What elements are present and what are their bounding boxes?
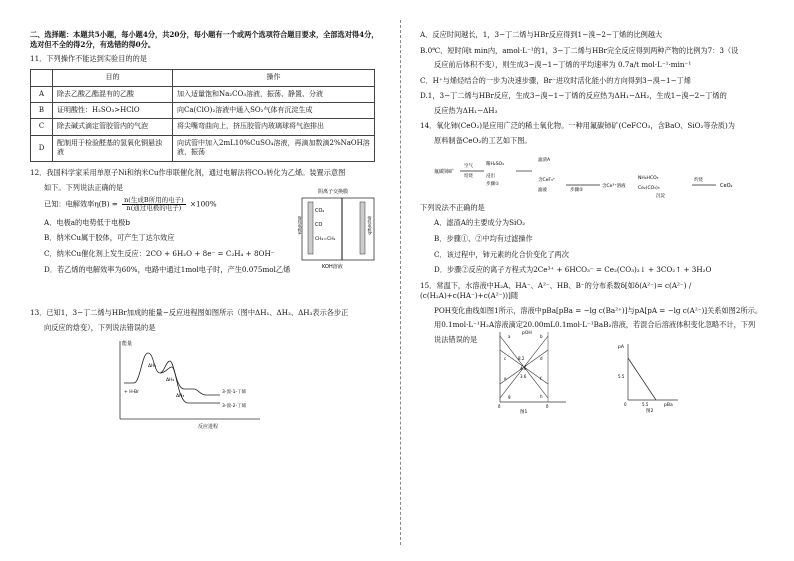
column-divider — [400, 20, 401, 545]
product-1-label: 3-溴-1-丁烯 — [222, 390, 247, 396]
cef-label: 含CeF₃⁺ — [538, 177, 556, 183]
curve-g-label: g — [508, 393, 511, 399]
right-column — [420, 30, 770, 420]
q12-stem: 12．我国科学家采用单原子Ni和纳米Cu作串联催化剂，通过电解法将CO₂转化为乙烯。装置示意图 — [30, 167, 346, 177]
eff-numerator: n(生成B所用的电子) — [124, 196, 184, 205]
q13-block — [30, 308, 380, 434]
fig1-tick: 3.6 — [520, 373, 527, 379]
q13-option-d: D.1，3−丁二烯与HBr反应，生成3−溴−1−丁烯的反应热为ΔH₁−ΔH₂，生成1−溴−2−丁烯的 — [420, 90, 727, 100]
acid-label: 稀H₂SO₄ — [486, 161, 504, 167]
curve-a-label: a — [508, 333, 511, 339]
curve-b-label: b — [540, 333, 543, 339]
curve-e-label: e — [504, 375, 507, 381]
fig2-y-label: pA — [618, 344, 624, 350]
table-cell: 除去乙酸乙酯混有的乙酸 — [53, 86, 173, 102]
pba-pa-chart — [616, 340, 686, 414]
table-cell: B — [31, 103, 53, 119]
fig2-line — [628, 358, 656, 400]
table-cell: 加入适量饱和Na₂CO₃溶液，振荡、静置、分液 — [173, 86, 375, 102]
ore-label: 氟碳铈矿 — [434, 168, 455, 175]
fig2-x-label: pBa — [664, 402, 673, 408]
q14-stem2: 原料制备CeO₂的工艺如下图。 — [434, 136, 532, 146]
q13-stem2: 向反应的焓变），下列说法错误的是 — [44, 322, 156, 332]
q11-stem: 11．下列操作不能达到实验目的的是 — [30, 54, 147, 64]
q12-option-b: B．纳米Cu属于胶体，可产生丁达尔效应 — [44, 233, 175, 243]
q13-option-a: A．反应时间越长，1，3−丁二烯与HBr反应得到1−溴−2−丁烯的比例越大 — [420, 30, 663, 39]
energy-diagram — [110, 337, 270, 431]
curve-h-label: h — [540, 393, 543, 399]
fig1-tick: 8.2 — [518, 355, 525, 361]
leach-label: 浸出 — [486, 173, 495, 179]
table-row — [31, 86, 375, 102]
ce3-label: 含Ce³⁺溶液 — [602, 183, 626, 189]
fig1-caption: 图1 — [520, 409, 528, 414]
koh-label: KOH溶液 — [322, 263, 343, 270]
q13-option-c: C．H⁺与烯烃结合的一步为决速步骤，Br⁻进攻时活化能小的方向得到3−溴−1−丁烯 — [420, 76, 691, 86]
fig1-x-label-right: δ — [546, 403, 549, 409]
section-heading: 二、选择题：本题共5小题，每小题4分，共20分，每小题有一个或两个选项符合题目要求，全部选对得4分，选对但不全的得2分，有选错的得0分。 — [30, 30, 379, 49]
product-2-label: 3-溴-2-丁烯 — [222, 404, 247, 410]
reagent-label: NH₄HCO₃ — [638, 175, 659, 181]
q14-option-b: B．步骤①、②中均有过滤操作 — [434, 233, 533, 243]
fig2-tick: 5.5 — [642, 401, 649, 407]
q14-option-d: D．步骤②反应的离子方程式为2Ce³⁺ + 6HCO₃⁻ = Ce₂(CO₃)₃↓ + 3CO₂↑ + 3H₂O — [434, 265, 712, 275]
q14-option-a: A．滤渣A的主要成分为SiO₂ — [434, 218, 526, 228]
curve-d-label: d — [540, 355, 543, 361]
fig2-tick: 5.5 — [618, 373, 625, 379]
q12-block — [30, 168, 380, 308]
step1-label: 步骤① — [486, 181, 500, 187]
table-cell: 证明酸性：H₂SO₃>HClO — [53, 103, 173, 119]
curve-f-label: f — [540, 375, 542, 381]
table-cell: 配制用于检验醛基的氢氧化铜悬浊液 — [53, 135, 173, 161]
electrode-a-label: 惰性电极a — [298, 215, 303, 235]
q12-stem2: 如下。下列说法正确的是 — [44, 182, 124, 192]
q12-option-d: D．若乙烯的电解效率为60%，电路中通过1mol电子时，产生0.075mol乙烯 — [44, 264, 291, 274]
process-flowchart — [420, 151, 770, 201]
co2-label: CO₂ — [315, 207, 325, 214]
table-header-row — [31, 70, 375, 86]
q15-stem3: 用0.1mol·L⁻¹H₂A溶液滴定20.00mL0.1mol·L⁻¹BaB₂溶液，若混合后溶液体积变化忽略不计，下列 — [434, 320, 756, 330]
dh2-label: ΔH₂ — [166, 378, 175, 384]
q14-option-c: C．该过程中，铈元素的化合价变化了两次 — [434, 249, 569, 259]
q15-stem: 15．常温下，水溶液中H₂A、HA⁻、A²⁻、HB、B⁻的分布系数δ[如δ(A²⁻)= c(A²⁻) / (c(H₂A)+c(HA⁻)+c(A²⁻))]随 — [420, 281, 692, 300]
q13-option-b: B.0℃、短时间t min内，amol·L⁻¹的1，3−丁二烯与HBr完全反应得到两种产物的比例为7：3（设 — [420, 45, 739, 55]
q12-option-c: C．纳米Cu催化剂上发生反应：2CO + 6H₂O + 8e⁻ = C₂H₄ + 8OH⁻ — [44, 248, 275, 258]
dh1-label: ΔH₁ — [148, 364, 157, 370]
co-label: CO — [315, 221, 323, 228]
table-row — [31, 119, 375, 135]
curve-c-label: c — [504, 355, 507, 361]
eff-fraction — [122, 197, 186, 212]
q14-question: 下列说法不正确的是 — [420, 203, 485, 213]
table-cell: 向Ca(ClO)₂溶液中通入SO₂气体有沉淀生成 — [173, 103, 375, 119]
electrode-b-label: 惰性电极b — [367, 215, 373, 235]
fig1-x-label: δ — [498, 403, 501, 409]
fig2-tick: 0 — [624, 401, 627, 407]
electrode-a — [308, 202, 313, 254]
eff-denominator: n(通过电极的电子) — [126, 204, 182, 213]
q13-option-d-cont: 反应热为ΔH₁−ΔH₃ — [434, 105, 498, 115]
table-cell: A — [31, 86, 53, 102]
ce2co3-label: Ce₂(CO₃)₃ — [638, 185, 660, 191]
q15-stem4: 说法错误的是 — [434, 334, 478, 344]
energy-curve-2 — [160, 367, 220, 403]
q14-stem: 14．氧化铈(CeO₂)是应用广泛的稀土氧化物。一种用氟碳铈矿(CeFCO₃，含BaO、SiO₂等杂质)为 — [420, 121, 735, 131]
table-header: 操作 — [173, 70, 375, 86]
q13-stem: 13．已知1，3−丁二烯与HBr加成的能量−反应进程图如图所示（图中ΔH₁、ΔH₂、ΔH₃表示各步正 — [30, 307, 349, 317]
q13-option-b-cont: 反应前后体积不变），则生成3−溴−1−丁烯的平均速率为 0.7a/t mol·L⁻¹·min⁻¹ — [434, 60, 692, 70]
table-header — [31, 70, 53, 86]
table-cell: 除去碱式滴定管胶管内的气泡 — [53, 119, 173, 135]
fig2-caption: 图2 — [646, 408, 654, 414]
roast-label: 焙烧 — [464, 173, 473, 179]
eff-suffix: ×100% — [189, 199, 217, 209]
y-axis-label: 能量 — [122, 341, 133, 348]
left-column — [30, 30, 380, 434]
distribution-chart — [490, 326, 580, 414]
fig1-tick: 4.6 — [520, 365, 527, 371]
q15-stem2: POH变化曲线如图1所示，溶液中pBa[pBa = −lg c(Ba²⁺)]与pA[pA = −lg c(A²⁻)]关系如图2所示。 — [434, 305, 763, 315]
table-cell: D — [31, 135, 53, 161]
filtrate-label: 滤液 — [538, 187, 547, 193]
precipitate-label: 沉淀 — [656, 193, 665, 199]
electrolysis-cell-figure — [298, 186, 378, 270]
table-header: 目的 — [53, 70, 173, 86]
x-axis-label: 反应进程 — [198, 424, 219, 431]
dh3-label: ΔH₃ — [176, 394, 185, 400]
reactant-label: + H-Br — [124, 390, 139, 396]
electrode-b — [360, 202, 365, 254]
step2-label: 步骤② — [570, 187, 584, 193]
table-cell: C — [31, 119, 53, 135]
air-label: 空气 — [464, 163, 473, 169]
calcine-label: 灼烧 — [694, 177, 703, 183]
c2h4-label: CH₂=CH₂ — [315, 236, 336, 242]
table-cell: 将尖嘴弯曲向上，挤压胶管内玻璃球将气泡排出 — [173, 119, 375, 135]
eff-prefix: 已知：电解效率η(B) = — [44, 199, 118, 209]
energy-curve-1 — [124, 353, 220, 395]
filter-a-label: 滤渣A — [538, 157, 551, 163]
table-cell: 向试管中加入2mL10%CuSO₄溶液，再滴加数滴2%NaOH溶液，振荡 — [173, 135, 375, 161]
fig1-y-label: pOH — [522, 330, 532, 336]
product-label: CeO₂ — [720, 182, 733, 189]
q11-table — [30, 69, 375, 162]
table-row — [31, 135, 375, 161]
q12-option-a: A．电极a的电势低于电极b — [44, 217, 130, 227]
table-row — [31, 103, 375, 119]
membrane-label: 阴离子交换膜 — [318, 188, 349, 195]
